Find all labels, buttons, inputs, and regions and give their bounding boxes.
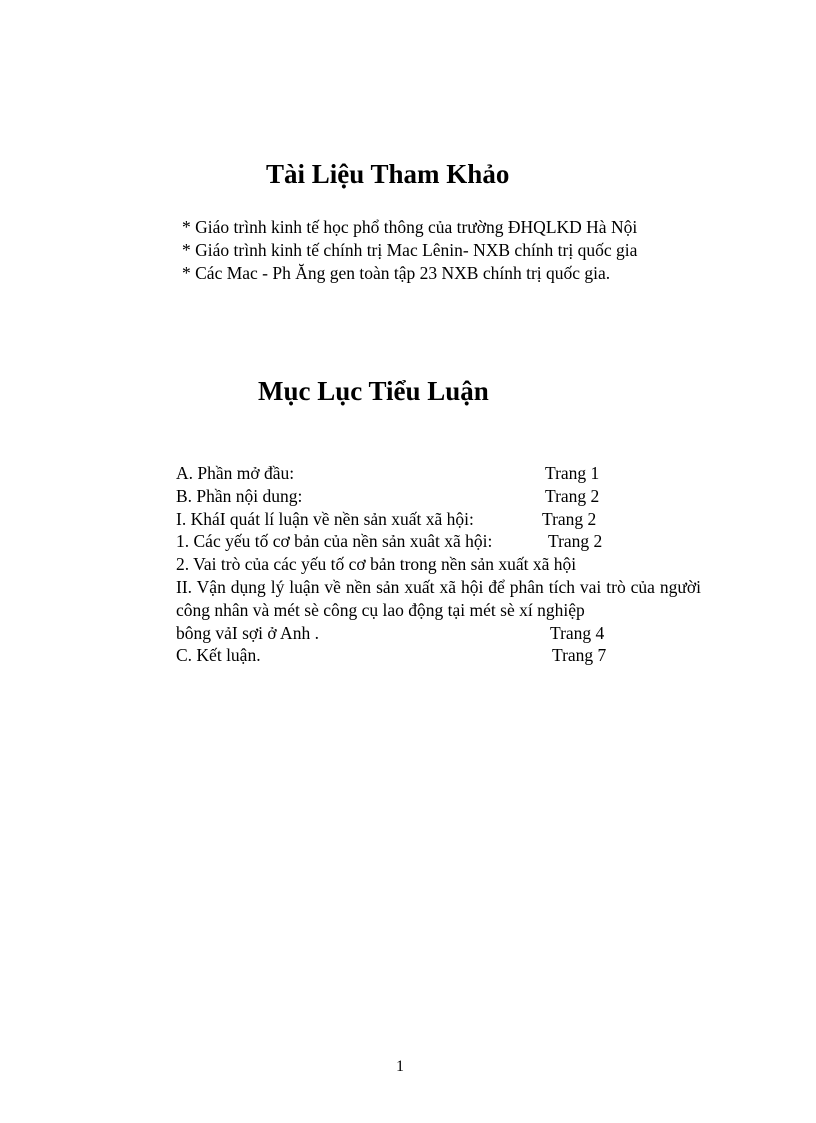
- toc-entry-label: I. KháI quát lí luận về nền sản xuất xã hội:: [176, 508, 474, 529]
- toc-entry-label: C. Kết luận.: [176, 645, 261, 666]
- toc-entry: [176, 644, 701, 667]
- toc-entry: [176, 530, 701, 553]
- table-of-contents-title: Mục Lục Tiểu Luận: [258, 376, 489, 406]
- references-list: [182, 216, 637, 285]
- toc-entry-page: Trang 2: [548, 531, 603, 552]
- toc-entry: [176, 462, 701, 485]
- toc-entry: [176, 508, 701, 531]
- toc-entry: [176, 576, 701, 644]
- toc-entry-label: B. Phần nội dung:: [176, 485, 303, 506]
- reference-item: * Các Mac - Ph Ăng gen toàn tập 23 NXB chính trị quốc gia.: [182, 263, 611, 283]
- reference-item: * Giáo trình kinh tế học phổ thông của trường ĐHQLKD Hà Nội: [182, 217, 638, 237]
- reference-item: * Giáo trình kinh tế chính trị Mac Lênin- NXB chính trị quốc gia: [182, 240, 638, 260]
- toc-entry-page: Trang 2: [542, 508, 597, 529]
- toc-entry-label-continuation: bông vảI sợi ở Anh .: [176, 622, 319, 643]
- toc-entry-page: Trang 4: [550, 622, 605, 643]
- table-of-contents: [176, 462, 701, 667]
- references-title: Tài Liệu Tham Khảo: [266, 159, 510, 189]
- toc-entry: [176, 485, 701, 508]
- toc-entry-page: Trang 1: [545, 463, 600, 483]
- toc-entry-page: Trang 7: [552, 645, 607, 666]
- toc-entry-label: 2. Vai trò của các yếu tố cơ bản trong nền sản xuất xã hội: [176, 554, 577, 575]
- page-number: 1: [396, 1058, 404, 1075]
- toc-entry-label: A. Phần mở đầu:: [176, 463, 295, 483]
- toc-entry-label: II. Vận dụng lý luận về nền sản xuất xã hội để phân tích vai trò của người công nhân và mét sè công cụ lao động tại mét sè xí nghiệp: [176, 576, 701, 620]
- toc-entry-label: 1. Các yếu tố cơ bản của nền sản xuât xã hội:: [176, 531, 493, 552]
- toc-entry: [176, 553, 701, 576]
- toc-entry-page: Trang 2: [545, 485, 600, 506]
